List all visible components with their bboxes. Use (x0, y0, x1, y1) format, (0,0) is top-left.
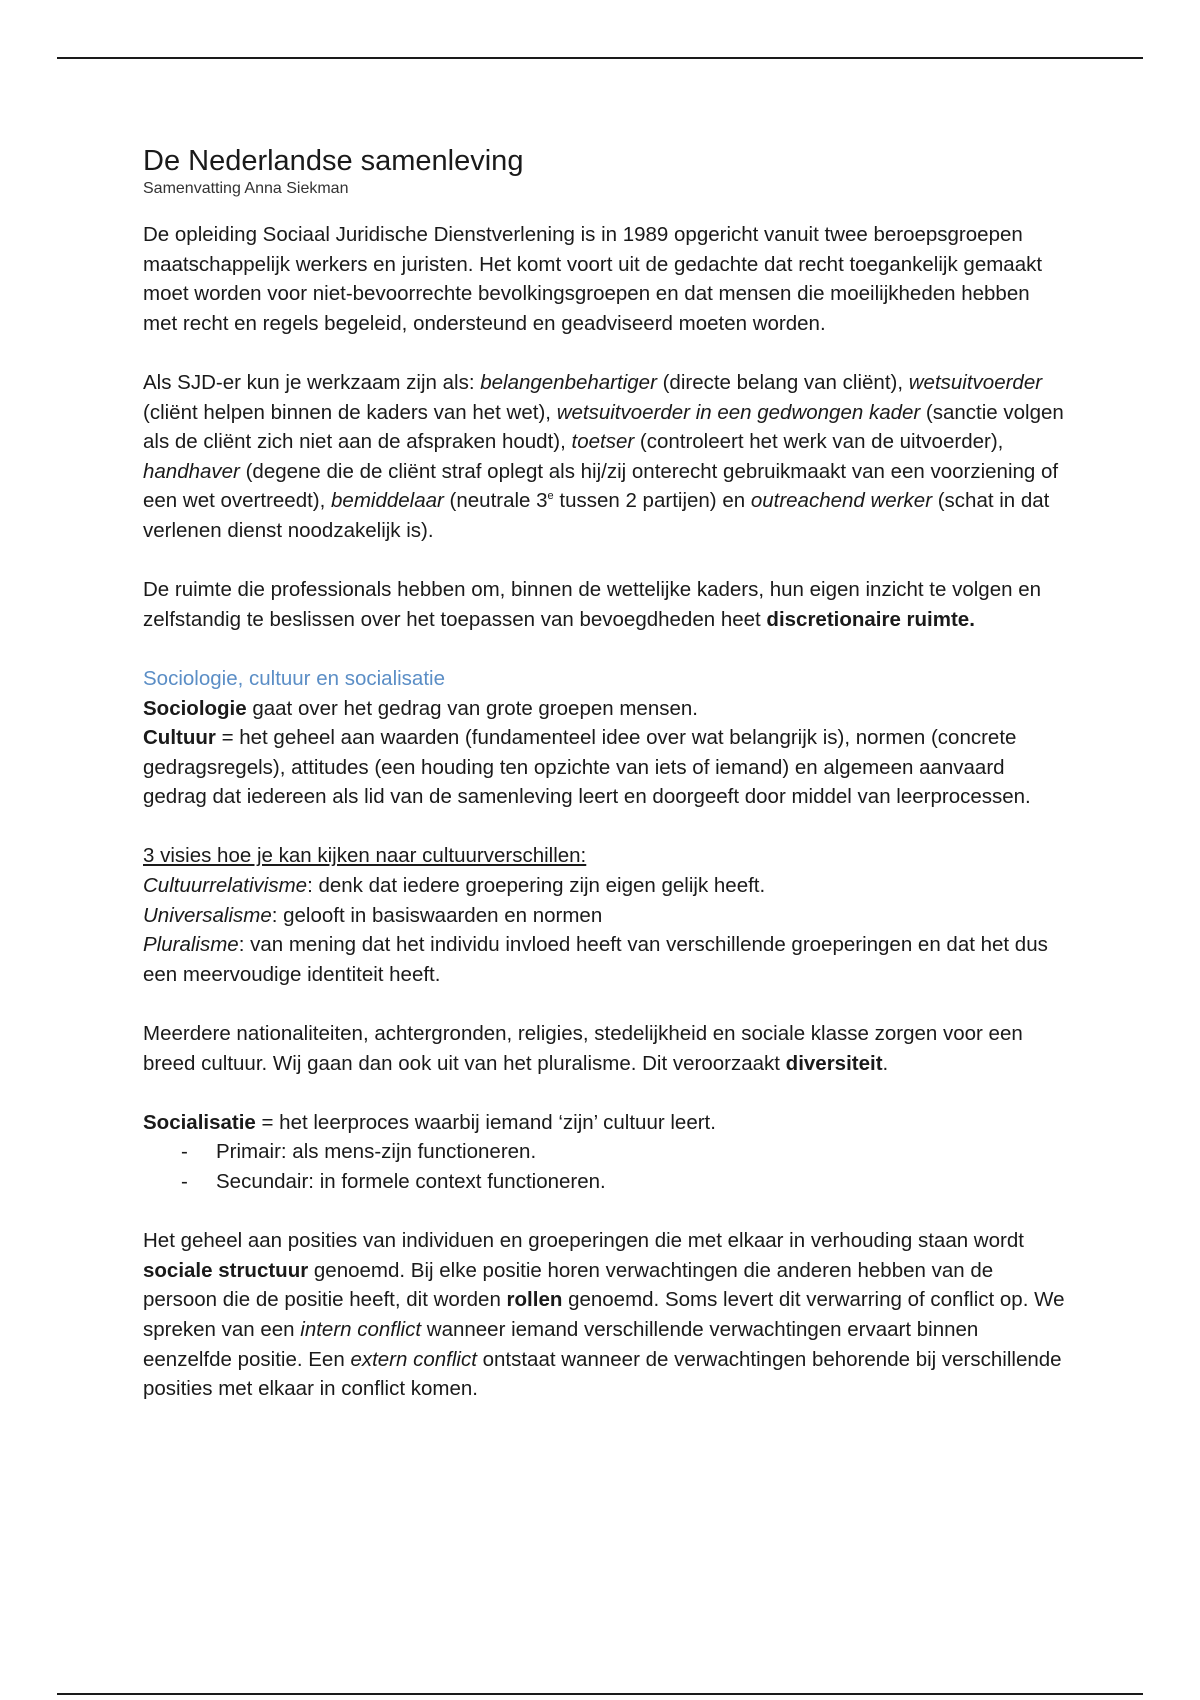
socialisatie-list (143, 1137, 1068, 1196)
sociale-structuur-paragraph: Het geheel aan posities van individuen en groeperingen die met elkaar in verhouding staan wordt sociale structuur genoemd. Bij elke positie horen verwachtingen die anderen hebben van de persoon die de positie heeft, dit worden rollen genoemd. Soms levert dit verwarring of conflict op. We spreken van een intern conflict wanneer iemand verschillende verwachtingen ervaart binnen eenzelfde positie. Een extern conflict ontstaat wanneer de verwachtingen behorende bij verschillende posities met elkaar in conflict komen. (143, 1229, 1065, 1401)
cultuur-definition: Cultuur = het geheel aan waarden (fundamenteel idee over wat belangrijk is), normen (concrete gedragsregels), attitudes (een houding ten opzichte van iets of iemand) en algemeen aanvaard gedrag dat iedereen als lid van de samenleving leert en doorgeeft door middel van leerprocessen. (143, 726, 1031, 809)
visie-item: Cultuurrelativisme: denk dat iedere groepering zijn eigen gelijk heeft. (143, 874, 766, 898)
visies-heading: 3 visies hoe je kan kijken naar cultuurverschillen: (143, 844, 587, 868)
diversiteit-paragraph: Meerdere nationaliteiten, achtergronden, religies, stedelijkheid en sociale klasse zorgen voor een breed cultuur. Wij gaan dan ook uit van het pluralisme. Dit veroorzaakt diversiteit. (143, 1022, 1023, 1075)
visie-item: Universalisme: gelooft in basiswaarden en normen (143, 903, 603, 927)
list-item: - Primair: als mens-zijn functioneren. (143, 1137, 1068, 1167)
document-title: De Nederlandse samenleving (143, 145, 524, 177)
list-item: - Secundair: in formele context functioneren. (143, 1167, 1068, 1197)
roles-paragraph: Als SJD-er kun je werkzaam zijn als: belangenbehartiger (directe belang van cliënt), wetsuitvoerder (cliënt helpen binnen de kaders van het wet), wetsuitvoerder in een gedwongen kader (sanctie volgen als de cliënt zich niet aan de afspraken houdt), toetser (controleert het werk van de uitvoerder), handhaver (degene die de cliënt straf oplegt als hij/zij onterecht gebruikmaakt van een voorziening of een wet overtreedt), bemiddelaar (neutrale 3e tussen 2 partijen) en outreachend werker (schat in dat verlenen dienst noodzakelijk is). (143, 370, 1064, 542)
intro-paragraph: De opleiding Sociaal Juridische Dienstverlening is in 1989 opgericht vanuit twee beroepsgroepen maatschappelijk werkers en juristen. Het komt voort uit de gedachte dat recht toegankelijk gemaakt moet worden voor niet-bevoorrechte bevolkingsgroepen en dat mensen die moeilijkheden hebben met recht en regels begeleid, ondersteund en geadviseerd moeten worden. (143, 223, 1043, 335)
visie-item: Pluralisme: van mening dat het individu invloed heeft van verschillende groeperingen en dat het dus een meervoudige identiteit heeft. (143, 933, 1048, 986)
footer-rule (57, 1693, 1143, 1695)
section-heading-sociologie: Sociologie, cultuur en socialisatie (143, 666, 445, 690)
dash-bullet: - (181, 1140, 188, 1164)
document-body (143, 143, 1068, 1433)
document-subtitle: Samenvatting Anna Siekman (143, 180, 349, 197)
header-rule (57, 57, 1143, 59)
sociologie-definition: Sociologie gaat over het gedrag van grote groepen mensen. (143, 696, 698, 720)
socialisatie-definition: Socialisatie = het leerproces waarbij iemand ‘zijn’ cultuur leert. (143, 1110, 716, 1134)
dash-bullet: - (181, 1170, 188, 1193)
discretionary-paragraph: De ruimte die professionals hebben om, binnen de wettelijke kaders, hun eigen inzicht te volgen en zelfstandig te beslissen over het toepassen van bevoegdheden heet discretionaire ruimte. (143, 578, 1041, 631)
